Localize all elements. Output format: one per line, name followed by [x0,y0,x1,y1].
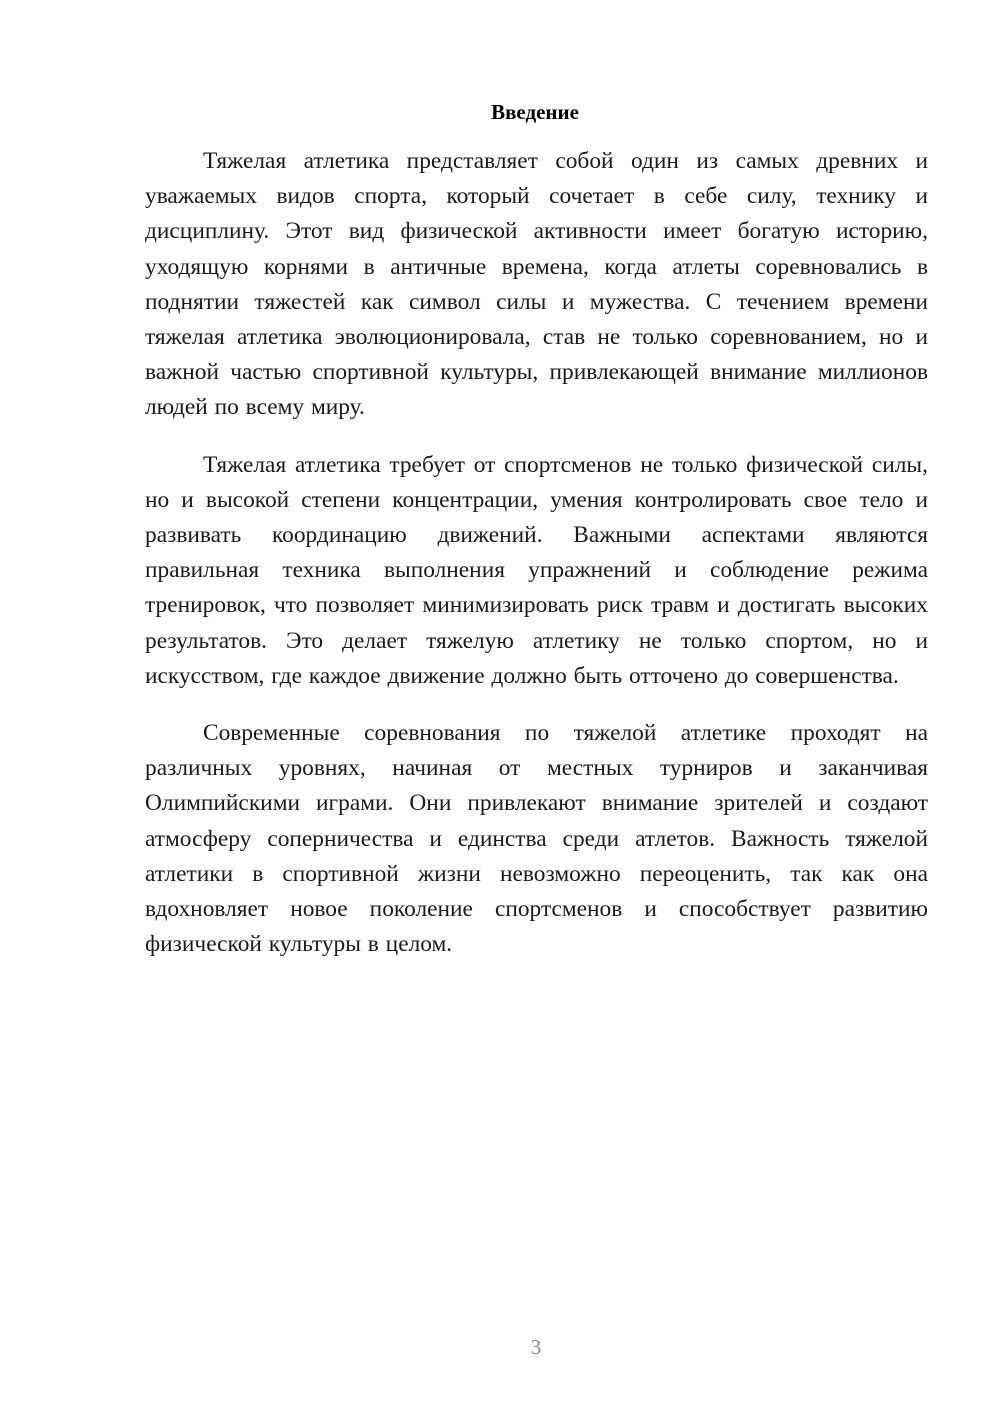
body-text [145,144,928,984]
page-number: 3 [530,1335,542,1359]
section-heading: Введение [491,100,579,124]
paragraph-2: Тяжелая атлетика требует от спортсменов не только физической силы, но и высокой степени концентрации, умения контролировать свое тело и развивать координацию движений. Важными аспектами являются правильная техника выполнения упражнений и соблюдение режима тренировок, что позволяет минимизировать риск травм и достигать высоких результатов. Это делает тяжелую атлетику не только спортом, но и искусством, где каждое движение должно быть отточено до совершенства. [145,451,928,689]
paragraph-1: Тяжелая атлетика представляет собой один из самых древних и уважаемых видов спорта, который сочетает в себе силу, технику и дисциплину. Этот вид физической активности имеет богатую историю, уходящую корнями в античные времена, когда атлеты соревновались в поднятии тяжестей как символ силы и мужества. С течением времени тяжелая атлетика эволюционировала, став не только соревнованием, но и важной частью спортивной культуры, привлекающей внимание миллионов людей по всему миру. [145,148,928,421]
paragraph-3: Современные соревнования по тяжелой атлетике проходят на различных уровнях, начиная от местных турниров и заканчивая Олимпийскими играми. Они привлекают внимание зрителей и создают атмосферу соперничества и единства среди атлетов. Важность тяжелой атлетики в спортивной жизни невозможно переоценить, так как она вдохновляет новое поколение спортсменов и способствует развитию физической культуры в целом. [145,720,928,958]
